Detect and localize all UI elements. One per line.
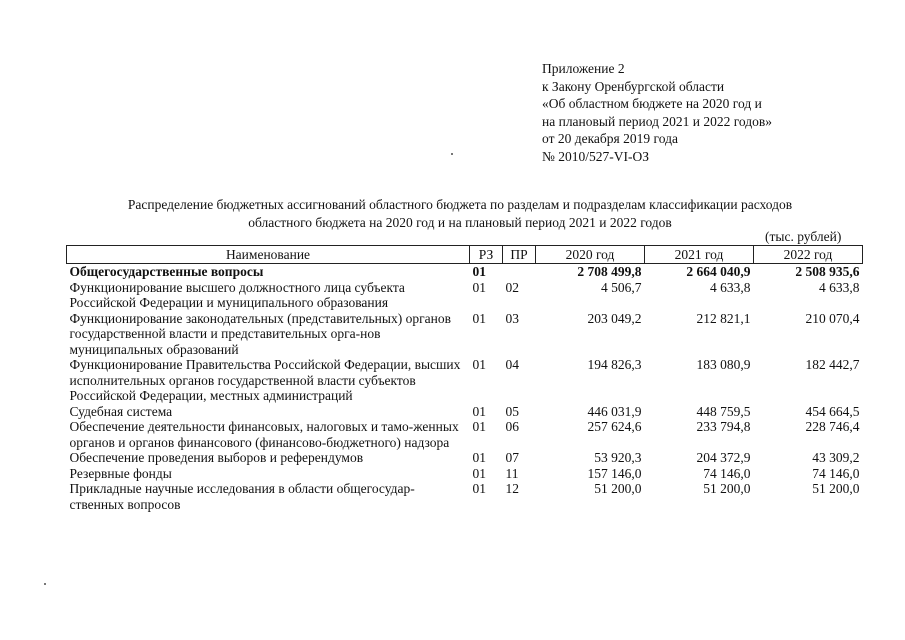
appendix-block	[542, 60, 772, 165]
row-value-2021: 183 080,9	[696, 357, 751, 372]
row-value-2020: 194 826,3	[587, 357, 642, 372]
row-value-2020: 2 708 499,8	[577, 264, 642, 279]
table-row	[67, 481, 863, 512]
row-value-2022: 210 070,4	[805, 310, 860, 326]
row-value-2022: 4 633,8	[819, 279, 860, 295]
row-pr: 12	[505, 481, 519, 496]
row-value-2021: 233 794,8	[696, 419, 751, 434]
table-body	[67, 264, 863, 513]
table-row	[67, 419, 863, 450]
title-line-2: областного бюджета на 2020 год и на плановый период 2021 и 2022 годов	[248, 214, 672, 230]
row-rz: 01	[472, 357, 486, 372]
budget-table	[66, 245, 863, 512]
row-rz: 01	[472, 450, 486, 465]
row-value-2020: 203 049,2	[587, 310, 642, 326]
table-row	[67, 450, 863, 466]
row-pr: 03	[505, 310, 519, 326]
header-2022: 2022 год	[754, 246, 863, 264]
row-pr: 04	[505, 357, 519, 372]
document-title	[60, 196, 860, 231]
row-value-2022: 2 508 935,6	[795, 264, 860, 279]
row-name: Обеспечение проведения выборов и референдумов	[69, 450, 364, 465]
row-rz: 01	[472, 403, 486, 419]
row-value-2021: 448 759,5	[696, 403, 751, 419]
title-line-1: Распределение бюджетных ассигнований областного бюджета по разделам и подразделам классификации расходов	[127, 197, 793, 212]
row-rz: 01	[472, 465, 486, 481]
row-value-2020: 157 146,0	[587, 465, 642, 481]
appendix-line: Приложение 2	[542, 61, 625, 76]
table-header-row	[67, 246, 863, 264]
scan-speck	[451, 153, 453, 155]
header-2021: 2021 год	[645, 246, 754, 264]
appendix-line: «Об областном бюджете на 2020 год и	[542, 96, 762, 111]
row-rz: 01	[472, 481, 486, 496]
row-value-2022: 43 309,2	[812, 450, 860, 465]
row-value-2021: 2 664 040,9	[686, 264, 751, 279]
row-rz: 01	[472, 310, 486, 326]
header-pr: ПР	[503, 246, 536, 264]
row-name: Резервные фонды	[69, 465, 172, 481]
header-2020: 2020 год	[536, 246, 645, 264]
row-rz: 01	[472, 419, 486, 434]
scan-speck	[44, 583, 46, 585]
row-value-2021: 204 372,9	[696, 450, 751, 465]
table-row	[67, 357, 863, 404]
header-name: Наименование	[67, 246, 470, 264]
row-name: Функционирование Правительства Российской Федерации, высших исполнительных органов государственной власти субъектов Российской Федерации, местных администраций	[69, 357, 461, 403]
row-rz: 01	[472, 264, 486, 279]
row-pr	[503, 264, 536, 280]
row-name: Прикладные научные исследования в области общегосудар-ственных вопросов	[69, 481, 415, 512]
row-pr: 05	[505, 403, 519, 419]
appendix-line: № 2010/527-VI-ОЗ	[542, 148, 650, 164]
row-value-2022: 228 746,4	[805, 419, 860, 434]
row-name: Обеспечение деятельности финансовых, налоговых и тамо-женных органов и органов финансового (финансово-бюджетного) надзора	[69, 419, 459, 450]
row-pr: 07	[505, 450, 519, 465]
row-name: Судебная система	[69, 403, 173, 419]
row-pr: 11	[505, 465, 519, 481]
row-value-2022: 74 146,0	[812, 465, 860, 481]
row-name: Функционирование законодательных (представительных) органов государственной власти и представительных орга-нов муниципальных образований	[69, 310, 451, 357]
row-name: Общегосударственные вопросы	[69, 264, 264, 279]
row-rz: 01	[472, 279, 486, 295]
table-row	[67, 311, 863, 358]
row-value-2022: 182 442,7	[805, 357, 860, 372]
row-name: Функционирование высшего должностного лица субъекта Российской Федерации и муниципального образования	[69, 279, 405, 310]
header-rz: РЗ	[470, 246, 503, 264]
row-value-2020: 446 031,9	[587, 403, 642, 419]
row-value-2021: 212 821,1	[696, 310, 751, 326]
units-label: (тыс. рублей)	[765, 229, 842, 244]
row-value-2020: 53 920,3	[594, 450, 642, 465]
row-pr: 06	[505, 419, 519, 434]
row-value-2021: 74 146,0	[703, 465, 751, 481]
row-value-2020: 51 200,0	[594, 481, 642, 496]
row-value-2022: 51 200,0	[812, 481, 860, 496]
row-value-2021: 51 200,0	[703, 481, 751, 496]
table-row	[67, 264, 863, 280]
row-value-2021: 4 633,8	[710, 279, 751, 295]
row-value-2022: 454 664,5	[805, 403, 860, 419]
row-value-2020: 4 506,7	[601, 279, 642, 295]
appendix-line: от 20 декабря 2019 года	[542, 131, 678, 146]
table-row	[67, 280, 863, 311]
table-row	[67, 404, 863, 420]
appendix-line: на плановый период 2021 и 2022 годов»	[542, 113, 773, 129]
appendix-line: к Закону Оренбургской области	[542, 78, 725, 94]
row-pr: 02	[505, 279, 519, 295]
row-value-2020: 257 624,6	[587, 419, 642, 434]
table-row	[67, 466, 863, 482]
